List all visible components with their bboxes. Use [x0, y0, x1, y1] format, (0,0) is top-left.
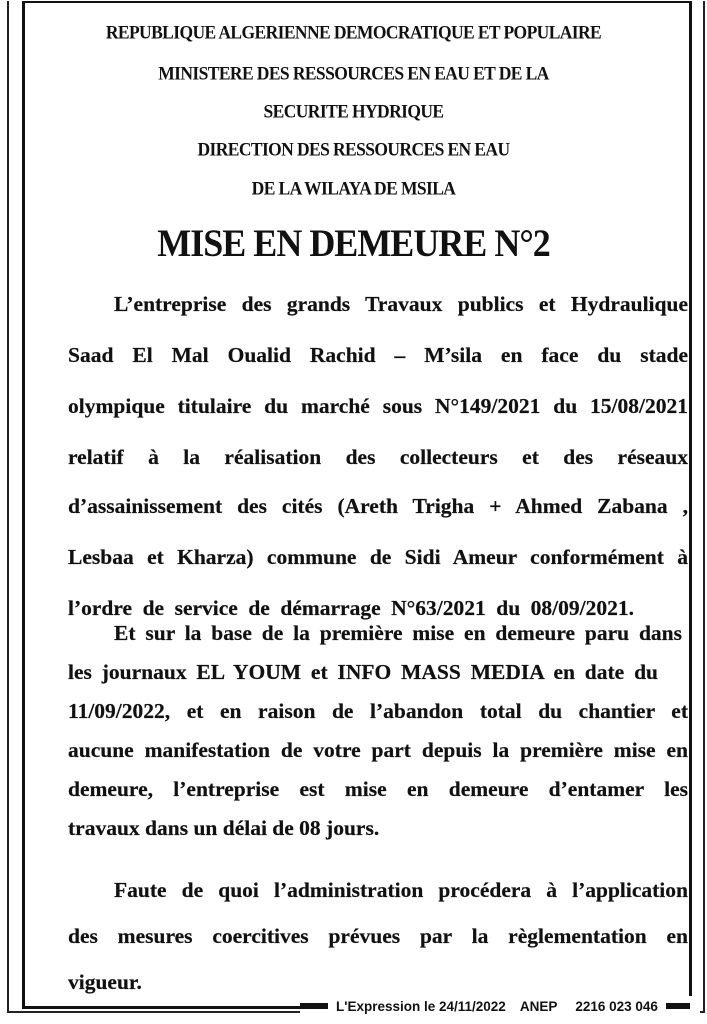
paragraph-3-line: vigueur.: [68, 970, 142, 994]
header-line-security: SECURITE HYDRIQUE: [263, 99, 444, 122]
paragraph-2-line: aucune manifestation de votre part depuis la première mise en: [68, 738, 688, 762]
publication-footer: [300, 996, 700, 1016]
paragraph-3-line: Faute de quoi l’administration procédera à l’application: [114, 878, 688, 902]
header-line-direction: DIRECTION DES RESSOURCES EN EAU: [197, 137, 510, 160]
paragraph-2-line: Et sur la base de la première mise en demeure paru dans: [114, 621, 682, 645]
footer-rule-right: [666, 1003, 690, 1009]
paragraph-2-line: travaux dans un délai de 08 jours.: [68, 816, 380, 840]
paragraph-2-line: demeure, l’entreprise est mise en demeure d’entamer les: [68, 777, 688, 801]
paragraph-1-line: Lesbaa et Kharza) commune de Sidi Ameur conformément à: [68, 545, 688, 569]
paragraph-2-line: 11/09/2022, et en raison de l’abandon total du chantier et: [68, 699, 688, 723]
paragraph-1-line: relatif à la réalisation des collecteurs et des réseaux: [68, 445, 688, 469]
footer-publication: L'Expression le 24/11/2022: [336, 998, 506, 1014]
paragraph-1-line: l’ordre de service de démarrage N°63/2021 du 08/09/2021.: [68, 596, 634, 620]
header-line-ministry: MINISTERE DES RESSOURCES EN EAU ET DE LA: [158, 61, 549, 84]
footer-reference: 2216 023 046: [575, 998, 658, 1014]
paragraph-3-line: des mesures coercitives prévues par la règlementation en: [68, 924, 688, 948]
header-line-wilaya: DE LA WILAYA DE MSILA: [251, 176, 456, 199]
paragraph-1-line: L’entreprise des grands Travaux publics et Hydraulique: [114, 292, 688, 316]
paragraph-1-line: d’assainissement des cités (Areth Trigha + Ahmed Zabana ,: [68, 494, 688, 518]
paragraph-1-line: Saad El Mal Oualid Rachid – M’sila en face du stade: [68, 343, 688, 367]
header-line-republic: REPUBLIQUE ALGERIENNE DEMOCRATIQUE ET POPULAIRE: [105, 20, 602, 43]
document-title: MISE EN DEMEURE N°2: [157, 221, 550, 265]
paragraph-2-line: les journaux EL YOUM et INFO MASS MEDIA en date du: [68, 660, 658, 684]
footer-agency: ANEP: [519, 998, 558, 1014]
paragraph-1-line: olympique titulaire du marché sous N°149/2021 du 15/08/2021: [68, 394, 688, 418]
footer-rule-left: [300, 1003, 328, 1009]
